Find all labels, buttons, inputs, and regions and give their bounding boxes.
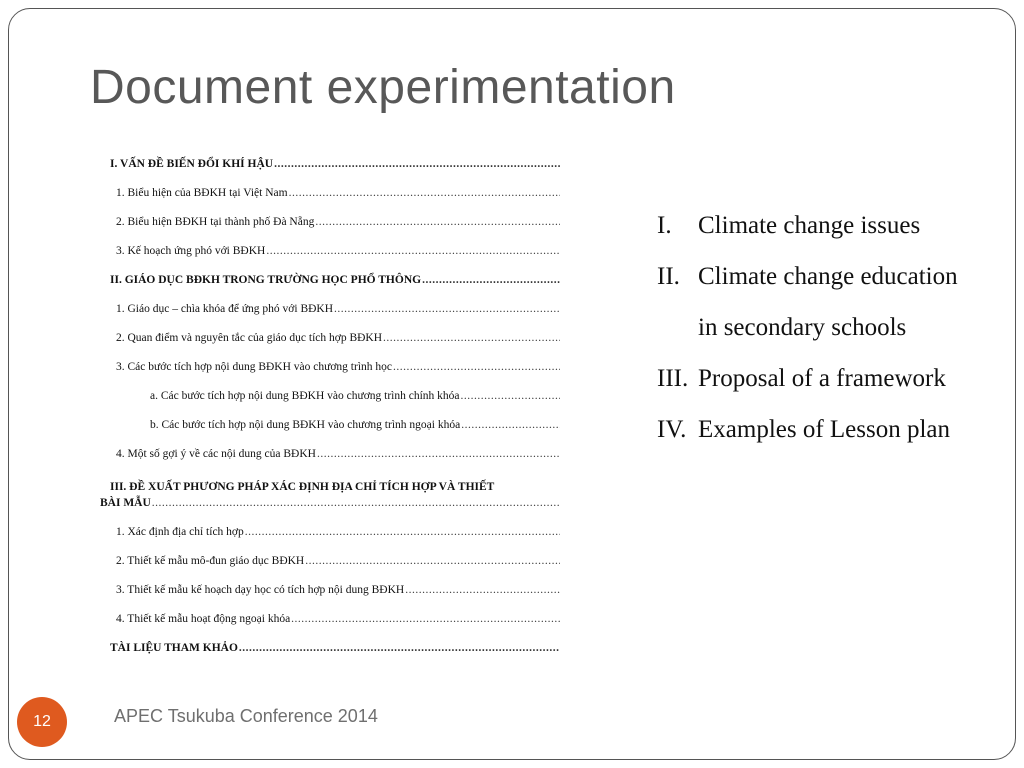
outline-label: Examples of Lesson plan bbox=[698, 416, 951, 443]
toc-entry bbox=[100, 390, 560, 419]
toc-entry-text: 4. Thiết kế mẫu hoạt động ngoại khóa bbox=[116, 613, 291, 625]
toc-entry bbox=[100, 497, 560, 526]
toc-entry bbox=[100, 448, 560, 477]
outline-label: Climate change issues bbox=[698, 212, 921, 239]
toc-entry bbox=[100, 216, 560, 245]
toc-entry-text: 3. Thiết kế mẫu kế hoạch dạy học có tích hợp nội dung BĐKH bbox=[116, 584, 405, 596]
toc-leader-dots bbox=[266, 245, 560, 257]
toc-leader-dots bbox=[334, 303, 560, 315]
toc-entry bbox=[100, 303, 560, 332]
toc-entry-text: I. VẤN ĐỀ BIẾN ĐỔI KHÍ HẬU bbox=[110, 158, 274, 170]
outline-item bbox=[657, 404, 977, 455]
toc-entry bbox=[100, 332, 560, 361]
toc-entry bbox=[100, 584, 560, 613]
toc-entry-text: III. ĐỀ XUẤT PHƯƠNG PHÁP XÁC ĐỊNH ĐỊA CHỈ TÍCH HỢP VÀ THIẾT bbox=[110, 481, 495, 493]
toc-leader-dots bbox=[422, 274, 560, 286]
toc-leader-dots bbox=[393, 361, 560, 373]
toc-entry-text: 1. Xác định địa chỉ tích hợp bbox=[116, 526, 244, 538]
toc-entry bbox=[100, 158, 560, 187]
toc-leader-dots bbox=[315, 216, 560, 228]
toc-entry bbox=[100, 274, 560, 303]
toc-leader-dots bbox=[152, 497, 560, 509]
slide-title: Document experimentation bbox=[90, 61, 676, 114]
toc-leader-dots bbox=[405, 584, 560, 596]
toc-entry-text: 3. Các bước tích hợp nội dung BĐKH vào chương trình học bbox=[116, 361, 392, 373]
toc-entry bbox=[100, 245, 560, 274]
toc-leader-dots bbox=[274, 158, 560, 170]
toc-leader-dots bbox=[461, 419, 560, 431]
toc-entry-text: 1. Biểu hiện của BĐKH tại Việt Nam bbox=[116, 187, 288, 199]
toc-entry-text: TÀI LIỆU THAM KHẢO bbox=[110, 642, 238, 654]
toc-leader-dots bbox=[289, 187, 560, 199]
outline-list bbox=[657, 200, 977, 455]
page-number-badge bbox=[17, 697, 67, 747]
toc-entry-text: 2. Quan điểm và nguyên tắc của giáo dục tích hợp BĐKH bbox=[116, 332, 383, 344]
footer-text: APEC Tsukuba Conference 2014 bbox=[114, 706, 378, 726]
toc-entry-text: 1. Giáo dục – chìa khóa để ứng phó với BĐKH bbox=[116, 303, 334, 315]
outline-number: II. bbox=[657, 263, 680, 290]
toc-leader-dots bbox=[317, 448, 560, 460]
outline-number: III. bbox=[657, 365, 689, 392]
outline-item bbox=[657, 353, 977, 404]
toc-leader-dots bbox=[291, 613, 560, 625]
toc-entry-text: b. Các bước tích hợp nội dung BĐKH vào chương trình ngoại khóa bbox=[150, 419, 461, 431]
outline-number: I. bbox=[657, 212, 672, 239]
toc-leader-dots bbox=[239, 642, 560, 654]
toc-entry bbox=[100, 555, 560, 584]
toc-entry-text: 3. Kế hoạch ứng phó với BĐKH bbox=[116, 245, 266, 257]
outline-number: IV. bbox=[657, 416, 687, 443]
toc-entry-text: II. GIÁO DỤC BĐKH TRONG TRƯỜNG HỌC PHỔ THÔNG bbox=[110, 274, 422, 286]
toc-leader-dots bbox=[461, 390, 560, 402]
toc-entry-text: BÀI MẪU bbox=[100, 497, 151, 509]
toc-entry bbox=[100, 613, 560, 642]
toc-leader-dots bbox=[383, 332, 560, 344]
outline-label: Climate change education in secondary schools bbox=[698, 263, 958, 341]
page-number: 12 bbox=[33, 713, 51, 730]
toc-entry-text: 2. Thiết kế mẫu mô-đun giáo dục BĐKH bbox=[116, 555, 305, 567]
toc-entry bbox=[100, 361, 560, 390]
toc-entry bbox=[100, 477, 560, 497]
table-of-contents-image bbox=[100, 158, 560, 671]
outline-item bbox=[657, 200, 977, 251]
outline-label: Proposal of a framework bbox=[698, 365, 946, 392]
toc-leader-dots bbox=[245, 526, 560, 538]
toc-entry bbox=[100, 187, 560, 216]
toc-entry-text: 2. Biểu hiện BĐKH tại thành phố Đà Nẵng bbox=[116, 216, 315, 228]
toc-leader-dots bbox=[305, 555, 560, 567]
toc-entry bbox=[100, 419, 560, 448]
toc-entry bbox=[100, 526, 560, 555]
outline-item bbox=[657, 251, 977, 353]
toc-entry-text: a. Các bước tích hợp nội dung BĐKH vào chương trình chính khóa bbox=[150, 390, 460, 402]
toc-entry-text: 4. Một số gợi ý về các nội dung của BĐKH bbox=[116, 448, 316, 460]
toc-entry bbox=[100, 642, 560, 671]
